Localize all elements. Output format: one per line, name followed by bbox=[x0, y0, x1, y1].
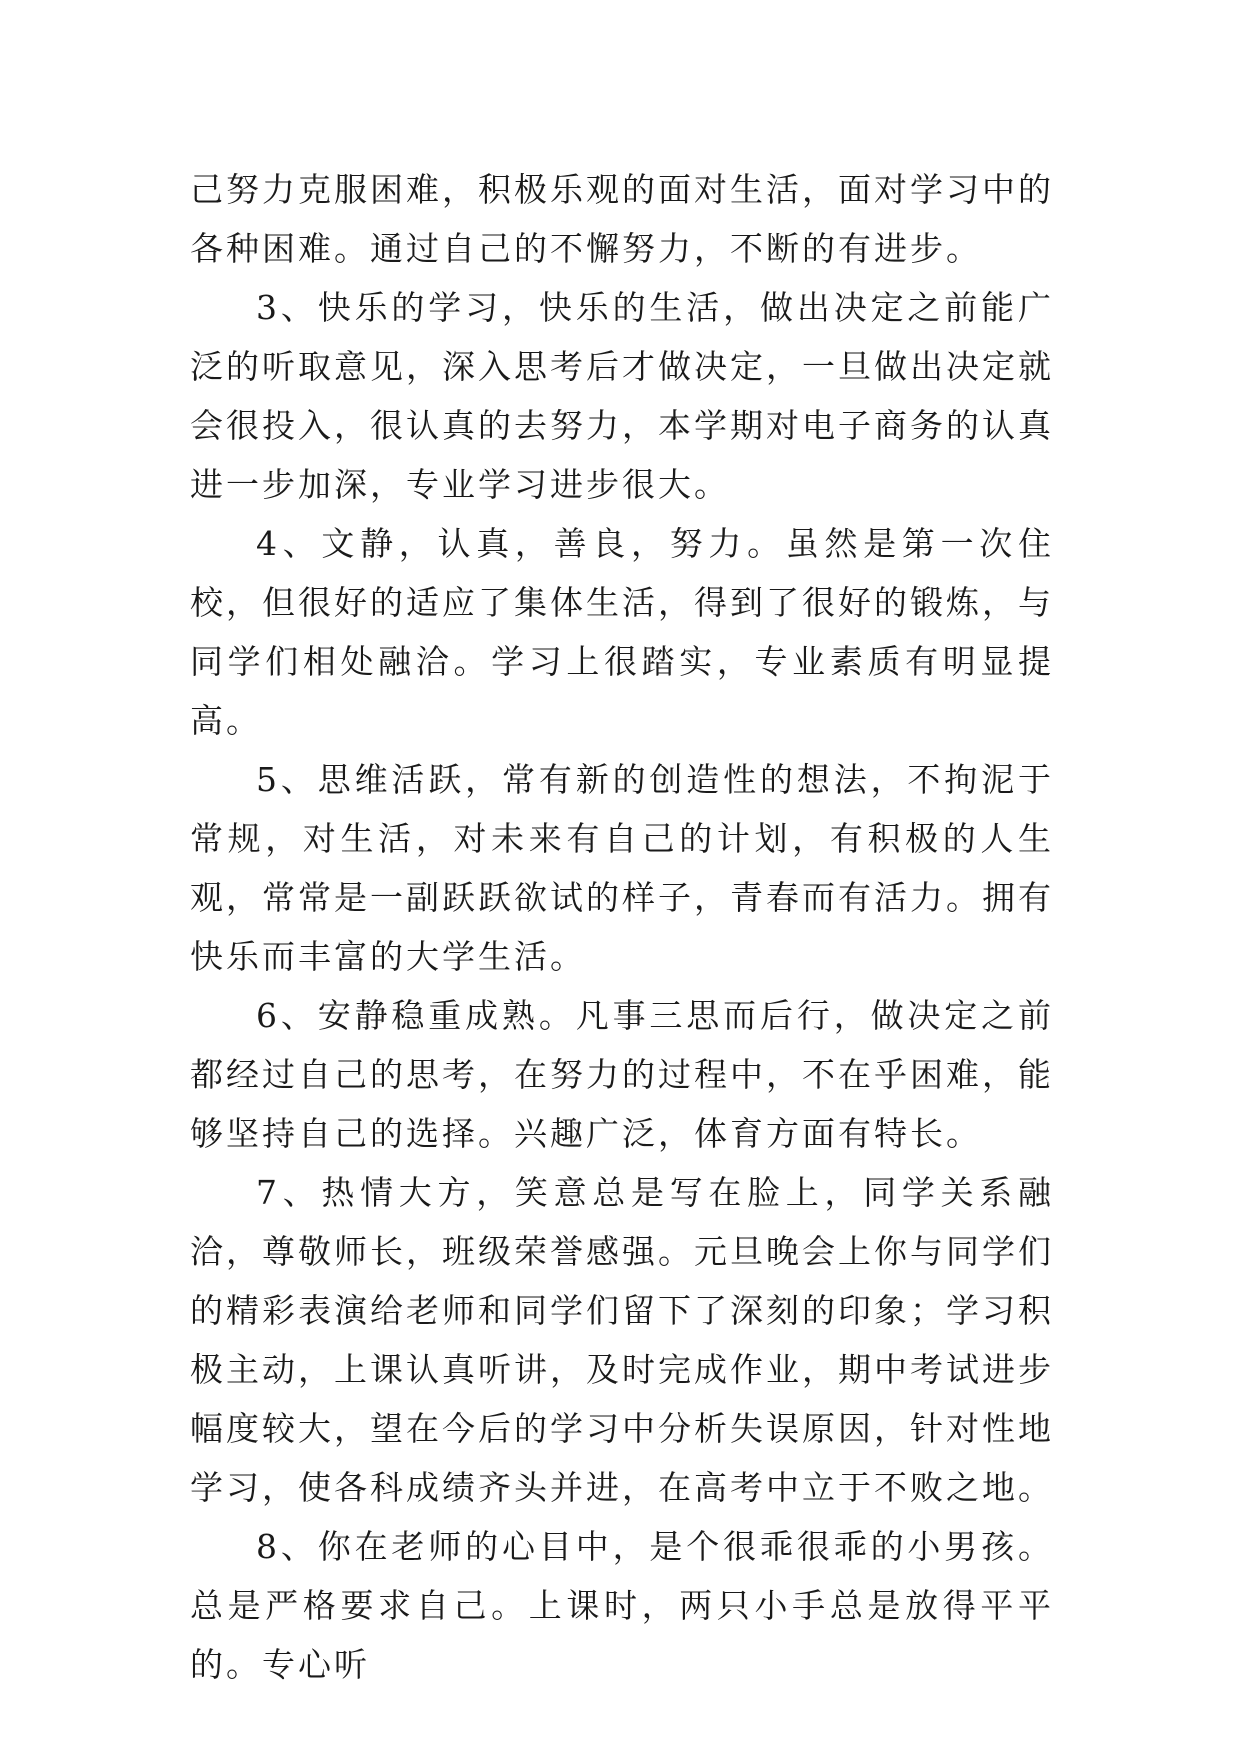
paragraph-item-8: 8、你在老师的心目中，是个很乖很乖的小男孩。总是严格要求自己。上课时，两只小手总是放得平平的。专心听 bbox=[190, 1527, 1054, 1684]
paragraph-item-4: 4、文静，认真，善良，努力。虽然是第一次住校，但很好的适应了集体生活，得到了很好的锻炼，与同学们相处融洽。学习上很踏实，专业素质有明显提高。 bbox=[190, 524, 1054, 740]
paragraph-continuation: 己努力克服困难，积极乐观的面对生活，面对学习中的各种困难。通过自己的不懈努力，不断的有进步。 bbox=[190, 170, 1054, 268]
paragraph-item-5: 5、思维活跃，常有新的创造性的想法，不拘泥于常规，对生活，对未来有自己的计划，有积极的人生观，常常是一副跃跃欲试的样子，青春而有活力。拥有快乐而丰富的大学生活。 bbox=[190, 760, 1054, 976]
document-page bbox=[190, 160, 1054, 1694]
paragraph-item-7: 7、热情大方，笑意总是写在脸上，同学关系融洽，尊敬师长，班级荣誉感强。元旦晚会上你与同学们的精彩表演给老师和同学们留下了深刻的印象；学习积极主动，上课认真听讲，及时完成作业，期中考试进步幅度较大，望在今后的学习中分析失误原因，针对性地学习，使各科成绩齐头并进，在高考中立于不败之地。 bbox=[190, 1173, 1054, 1507]
paragraph-item-6: 6、安静稳重成熟。凡事三思而后行，做决定之前都经过自己的思考，在努力的过程中，不在乎困难，能够坚持自己的选择。兴趣广泛，体育方面有特长。 bbox=[190, 996, 1054, 1153]
paragraph-item-3: 3、快乐的学习，快乐的生活，做出决定之前能广泛的听取意见，深入思考后才做决定，一旦做出决定就会很投入，很认真的去努力，本学期对电子商务的认真进一步加深，专业学习进步很大。 bbox=[190, 288, 1054, 504]
